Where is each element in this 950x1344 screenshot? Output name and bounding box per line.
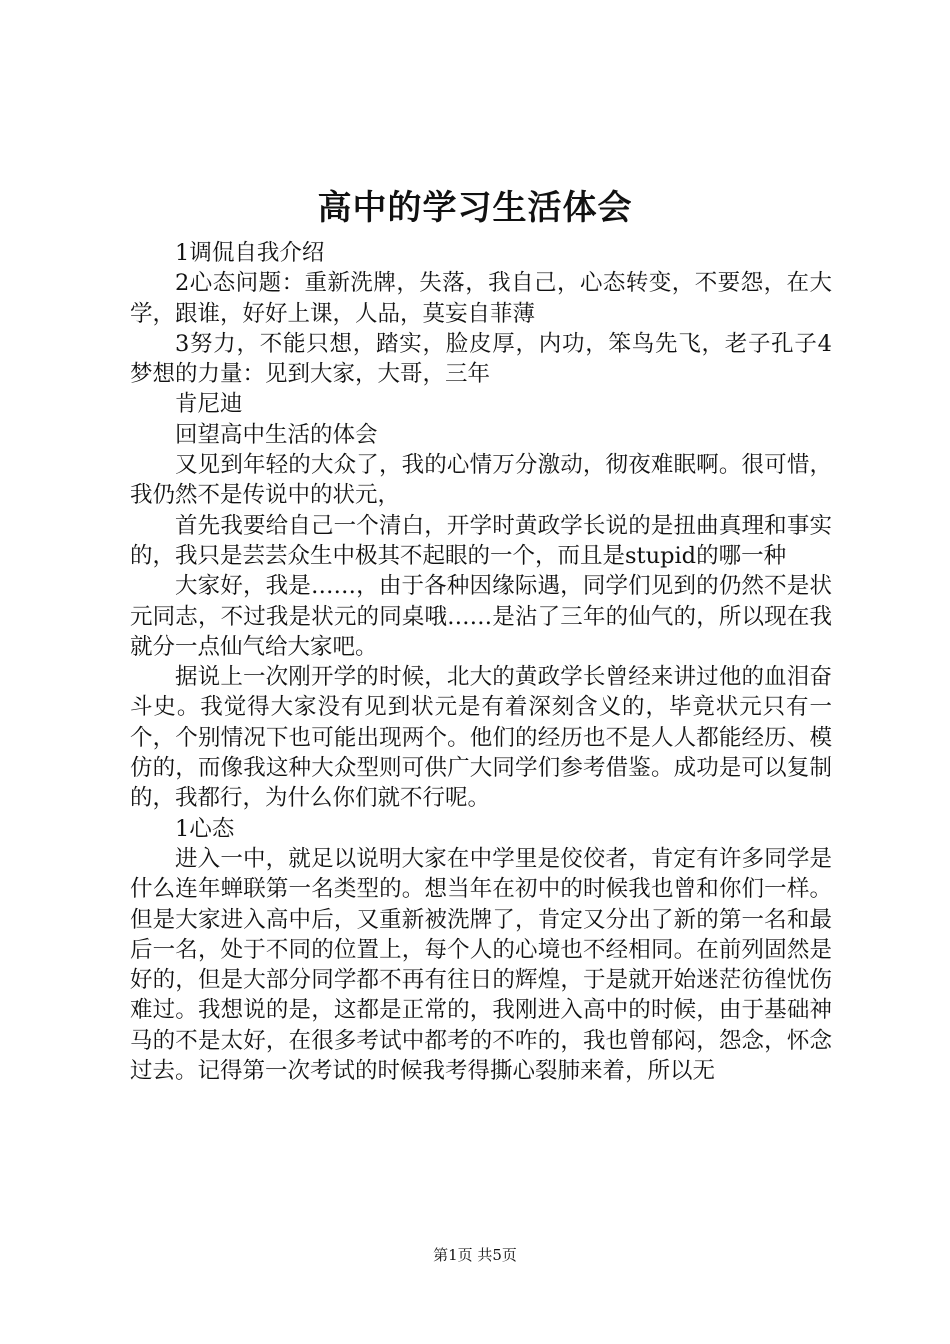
paragraph-8: 大家好，我是……，由于各种因缘际遇，同学们见到的仍然不是状元同志，不过我是状元的同桌哦……是沾了三年的仙气的，所以现在我就分一点仙气给大家吧。 [130, 573, 832, 660]
paragraph-1: 1调侃自我介绍 [175, 240, 325, 266]
paragraph-3: 3努力，不能只想，踏实，脸皮厚，内功，笨鸟先飞，老子孔子4梦想的力量：见到大家，大哥，三年 [130, 330, 832, 388]
paragraph-4: 肯尼迪 [175, 391, 243, 418]
paragraph-11: 进入一中，就足以说明大家在中学里是佼佼者，肯定有许多同学是什么连年蝉联第一名类型的。想当年在初中的时候我也曾和你们一样。但是大家进入高中后，又重新被洗牌了，肯定又分出了新的第一名和最后一名，处于不同的位置上，每个人的心境也不经相同。在前列固然是好的，但是大部分同学都不再有往日的辉煌，于是就开始迷茫彷徨忧伤难过。我想说的是，这都是正常的，我刚进入高中的时候，由于基础神马的不是太好，在很多考试中都考的不咋的，我也曾郁闷，怨念，怀念过去。记得第一次考试的时候我考得撕心裂肺来着，所以无 [130, 845, 832, 1085]
paragraph-5: 回望高中生活的体会 [175, 421, 378, 448]
paragraph-9: 据说上一次刚开学的时候，北大的黄政学长曾经来讲过他的血泪奋斗史。我觉得大家没有见到状元是有着深刻含义的，毕竟状元只有一个，个别情况下也可能出现两个。他们的经历也不是人人都能经历、模仿的，而像我这种大众型则可供广大同学们参考借鉴。成功是可以复制的，我都行，为什么你们就不行呢。 [130, 664, 832, 812]
page-footer: 第1页 共5页 [433, 1246, 517, 1264]
paragraph-6: 又见到年轻的大众了，我的心情万分激动，彻夜难眠啊。很可惜，我仍然不是传说中的状元， [130, 452, 832, 509]
document-body [130, 238, 832, 1086]
paragraph-10: 1心态 [175, 815, 235, 842]
paragraph-7: 首先我要给自己一个清白，开学时黄政学长说的是扭曲真理和事实的，我只是芸芸众生中极其不起眼的一个，而且是stupid的哪一种 [130, 512, 832, 569]
document-title: 高中的学习生活体会 [317, 188, 633, 228]
paragraph-2: 2心态问题：重新洗牌，失落，我自己，心态转变，不要怨，在大学，跟谁，好好上课，人品，莫妄自菲薄 [130, 270, 832, 327]
